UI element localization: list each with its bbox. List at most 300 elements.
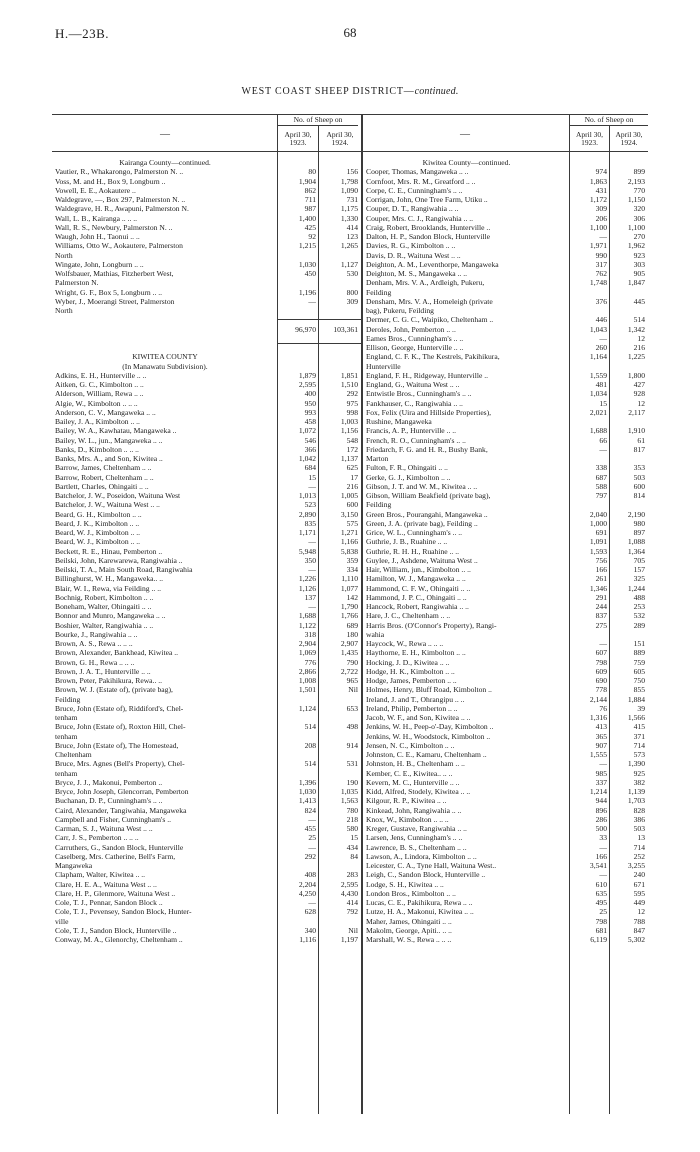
sheep-1924: 5,302: [627, 935, 645, 944]
sheep-1923: 1,559: [589, 370, 607, 380]
table-row: [366, 778, 648, 787]
owner-name: Leigh, C., Sandon Block, Hunterville ..: [366, 870, 486, 880]
sheep-1923: 1,042: [298, 454, 316, 463]
sheep-1923: 318: [304, 629, 316, 639]
owner-name: Clapham, Walter, Kiwitea .. ..: [55, 870, 146, 880]
section-heading-text: Kairanga County—continued.: [119, 158, 211, 167]
table-row: [366, 537, 648, 546]
table-row: [55, 574, 361, 583]
sheep-1924: 4,430: [340, 888, 358, 898]
sheep-1924: 1,364: [627, 546, 645, 556]
sheep-1923: 1,072: [298, 426, 316, 436]
table-row: [366, 278, 648, 287]
sheep-1923: 1,172: [589, 195, 607, 204]
page-title: [0, 86, 700, 97]
sheep-1924: 2,193: [627, 176, 645, 186]
sheep-1923: —: [599, 759, 607, 769]
sheep-1924: 928: [633, 389, 645, 399]
sheep-1923: —: [308, 296, 316, 306]
sheep-1923: 25: [308, 833, 316, 843]
sheep-1923: 2,866: [298, 666, 316, 676]
owner-name: Kilgour, R. P., Kiwitea .. ..: [366, 796, 447, 806]
table-row: [366, 500, 648, 509]
table-row: [366, 695, 648, 704]
sheep-1924: 306: [633, 213, 645, 223]
sheep-1923: —: [308, 814, 316, 824]
sheep-1924: 292: [346, 389, 358, 399]
table-row: [366, 371, 648, 380]
sheep-1923: 609: [595, 666, 607, 676]
owner-name: Barrow, James, Cheltenham .. ..: [55, 463, 152, 473]
sheep-1924: 1,703: [627, 796, 645, 806]
sheep-1924: 2,722: [340, 666, 358, 676]
sheep-1923: 944: [595, 796, 607, 806]
table-row: [55, 602, 361, 611]
table-row: [55, 584, 361, 593]
table-row: [366, 556, 648, 565]
sheep-1924: 1,766: [340, 611, 358, 621]
table-row: [55, 232, 361, 241]
table-row: [55, 732, 361, 741]
owner-name: Campbell and Fisher, Cunningham's ..: [55, 814, 172, 824]
sheep-1924: 289: [633, 620, 645, 630]
table-row: [366, 334, 648, 343]
page-number: 68: [343, 25, 357, 40]
sheep-1923: 1,400: [298, 213, 316, 223]
owner-name: Makolm, George, Apiti.. .. ..: [366, 925, 452, 935]
owner-name: Buchanan, D. P., Cunningham's .. ..: [55, 796, 163, 806]
sheep-1924: 488: [633, 592, 645, 602]
owner-name: Bruce, John (Estate of), Riddiford's, Chel-: [55, 703, 184, 713]
sheep-1924: 828: [633, 805, 645, 815]
sheep-1924: 2,595: [340, 879, 358, 889]
sheep-1924: 975: [346, 398, 358, 408]
sheep-1924: 449: [633, 898, 645, 907]
owner-name: Brown, G. H., Rewa .. .. ..: [55, 657, 135, 667]
owner-name: Algie, W., Kimbolton .. .. ..: [55, 398, 138, 408]
table-row: [55, 704, 361, 713]
owner-name: Cole, T. J., Pevensey, Sandon Block, Hunter-: [55, 907, 192, 917]
sheep-1923: 15: [599, 398, 607, 408]
right-table-body: [366, 158, 648, 944]
owner-name: Feilding: [55, 694, 81, 704]
sheep-1923: —: [599, 444, 607, 454]
table-row: [55, 565, 361, 574]
owner-name: London Bros., Kimbolton .. ..: [366, 888, 456, 898]
sheep-1923: 261: [595, 574, 607, 584]
sheep-1924: 12: [637, 333, 645, 343]
owner-name: Bruce, John (Estate of), Roxton Hill, Chel-: [55, 722, 186, 732]
sheep-1924: 788: [633, 916, 645, 926]
sheep-1924: 532: [633, 611, 645, 621]
owner-name: tenham: [55, 768, 78, 778]
owner-name: Friedarch, F. G. and H. R., Bushy Bank,: [366, 444, 488, 454]
sheep-1923: 1,008: [298, 676, 316, 685]
sheep-1924: 1,800: [627, 370, 645, 380]
sheep-1924: 514: [633, 315, 645, 325]
owner-name: Kidd, Alfred, Stodely, Kiwitea .. ..: [366, 787, 471, 796]
owner-name: Carruthers, G., Sandon Block, Hunterville: [55, 842, 184, 852]
sheep-1924: 303: [633, 259, 645, 269]
sheep-1923: 208: [304, 740, 316, 750]
section-heading-text: KIWITEA COUNTY: [132, 352, 198, 362]
sheep-1924: 172: [346, 444, 358, 454]
sheep-1924: 1,847: [627, 278, 645, 288]
spacer-row: [55, 343, 361, 352]
owner-name: Billinghurst, W. H., Mangaweka.. ..: [55, 574, 163, 584]
owner-name: Wall, R. S., Newbury, Palmerston N. ..: [55, 222, 173, 232]
sheep-1923: 1,688: [298, 611, 316, 621]
table-row: [366, 399, 648, 408]
table-row: [55, 889, 361, 898]
owner-name: Banks, D., Kimbolton .. .. ..: [55, 444, 139, 454]
sheep-1923: —: [308, 842, 316, 852]
sheep-1923: 798: [595, 916, 607, 926]
sheep-1924: 2,117: [628, 407, 645, 417]
table-row: [55, 806, 361, 815]
sheep-1923: 907: [595, 740, 607, 750]
owner-name: Jenkins, W. H., Peep-o'-Day, Kimbolton ..: [366, 722, 494, 732]
owner-name: Corrigan, John, One Tree Farm, Utiku ..: [366, 195, 488, 204]
sheep-1924: 386: [633, 814, 645, 824]
sheep-1924: 1,330: [340, 213, 358, 223]
sheep-1924: 605: [633, 666, 645, 676]
table-row: [55, 445, 361, 454]
owner-name: Hodge, H. K., Kimbolton .. ..: [366, 666, 455, 676]
sheep-1923: 431: [595, 185, 607, 195]
owner-name: Entwistle Bros., Cunningham's .. ..: [366, 389, 472, 399]
sheep-1923: 1,171: [298, 528, 316, 537]
sheep-1924: 1,005: [340, 491, 358, 500]
sheep-1924: 1,127: [340, 259, 358, 269]
sheep-1923: 974: [595, 167, 607, 177]
table-row: [366, 806, 648, 815]
sheep-1923: 776: [304, 657, 316, 667]
sheep-1923: 1,069: [298, 648, 316, 658]
sheep-1923: 2,040: [589, 509, 607, 519]
owner-name: Grice, W. L., Cunningham's .. ..: [366, 528, 463, 537]
sheep-1923: 286: [595, 814, 607, 824]
sheep-1924: 653: [346, 703, 358, 713]
owner-name: Bourke, J., Rangiwahia .. ..: [55, 629, 138, 639]
table-row: [55, 380, 361, 389]
owner-name: Bailey, W. L., jun., Mangaweka .. ..: [55, 435, 163, 445]
table-row: [366, 260, 648, 269]
table-row: [366, 667, 648, 676]
owner-name: Couper, Mrs. C. J., Rangiwahia .. ..: [366, 213, 474, 223]
table-row: [55, 389, 361, 398]
table-row: [366, 917, 648, 926]
sheep-1924: 309: [346, 296, 358, 306]
owner-name: Boshier, Walter, Rangiwahia .. ..: [55, 620, 154, 630]
sheep-1924: 1,435: [340, 648, 358, 658]
sheep-1924: 334: [346, 565, 358, 574]
table-row: [55, 722, 361, 731]
sheep-1924: 142: [346, 592, 358, 602]
sheep-1924: 889: [633, 648, 645, 658]
sheep-1924: 800: [346, 287, 358, 297]
owner-name: Barrow, Robert, Cheltenham .. ..: [55, 472, 154, 482]
owner-name: Ireland, J. and T., Ohrangipu .. ..: [366, 694, 465, 704]
owner-name: Maher, James, Ohingaiti .. ..: [366, 916, 452, 926]
sheep-1923: 2,144: [589, 694, 607, 704]
sheep-1924: 371: [633, 731, 645, 741]
sheep-1924: 530: [346, 269, 358, 278]
sheep-1924: 1,342: [627, 324, 645, 334]
table-row: [55, 926, 361, 935]
sheep-1924: 325: [633, 574, 645, 584]
owner-name: Kreger, Gustave, Rangiwahia .. ..: [366, 824, 467, 833]
table-row: [366, 232, 648, 241]
sheep-1923: 206: [595, 213, 607, 223]
sheep-1923: 1,196: [298, 287, 316, 297]
sheep-1923: 66: [599, 435, 607, 445]
owner-name: Cole, T. J., Sandon Block, Hunterville ..: [55, 925, 177, 935]
table-row: [55, 547, 361, 556]
table-row: [55, 426, 361, 435]
owner-name: Wyber, J., Moerangi Street, Palmerston: [55, 296, 175, 306]
sheep-1923: 607: [595, 648, 607, 658]
table-row: [55, 880, 361, 889]
table-row: [55, 556, 361, 565]
table-row: [366, 750, 648, 759]
sheep-1923: 628: [304, 907, 316, 917]
table-row: [55, 843, 361, 852]
table-row: [55, 713, 361, 722]
sheep-1923: 778: [595, 685, 607, 695]
table-row: [366, 621, 648, 630]
sheep-1923: 166: [595, 851, 607, 861]
owner-name: Lawson, A., Lindora, Kimbolton .. ..: [366, 851, 477, 861]
sheep-1923: 1,122: [298, 620, 316, 630]
sheep-1924: 1,510: [340, 380, 358, 389]
table-row: [55, 269, 361, 278]
sheep-1924: 415: [633, 722, 645, 732]
sheep-1924: 1,035: [340, 787, 358, 796]
sheep-1924: 320: [633, 204, 645, 214]
table-row: [55, 870, 361, 879]
sheep-1923: 523: [304, 500, 316, 510]
sheep-1923: 309: [595, 204, 607, 214]
section-heading: [55, 158, 361, 167]
sheep-1923: 1,124: [298, 703, 316, 713]
sheep-1924: 12: [637, 398, 645, 408]
owner-name: Batchelor, J. W., Waituna West .. ..: [55, 500, 160, 510]
sheep-1924: 157: [633, 565, 645, 574]
sheep-1923: 514: [304, 759, 316, 769]
sheep-1924: 914: [346, 740, 358, 750]
sheep-1924: 123: [346, 232, 358, 241]
owner-name: Aitken, G. C., Kimbolton .. ..: [55, 380, 144, 389]
sheep-1924: 714: [633, 740, 645, 750]
owner-name: England, F. H., Ridgeway, Hunterville ..: [366, 370, 489, 380]
table-row: [55, 454, 361, 463]
section-heading-text: Kiwitea County—continued.: [422, 158, 511, 167]
sheep-1923: 400: [304, 389, 316, 399]
report-code: H.—23B.: [55, 26, 110, 41]
table-row: [55, 510, 361, 519]
owner-name: ville: [55, 916, 69, 926]
sheep-1924: 1,962: [627, 241, 645, 251]
sheep-1923: 681: [595, 925, 607, 935]
sheep-1923: —: [308, 565, 316, 574]
table-row: [55, 769, 361, 778]
sheep-1924: 897: [633, 528, 645, 537]
sheep-1924: 1,197: [340, 935, 358, 944]
owner-name: Bryce, J. J., Makonui, Pemberton ..: [55, 777, 163, 787]
sheep-1923: 896: [595, 805, 607, 815]
sheep-1923: 33: [599, 833, 607, 843]
sheep-1923: 458: [304, 417, 316, 426]
sheep-1923: 1,214: [589, 787, 607, 796]
table-row: [366, 898, 648, 907]
sheep-1924: 759: [633, 657, 645, 667]
sheep-1924: 445: [633, 296, 645, 306]
owner-name: Denham, Mrs. V. A., Ardleigh, Pukeru,: [366, 278, 485, 288]
owner-name: Deighton, A. M., Leventhorpe, Mangaweka: [366, 259, 499, 269]
table-row: [366, 611, 648, 620]
table-row: [55, 833, 361, 842]
owner-name: Boneham, Walter, Ohingaiti .. ..: [55, 602, 152, 611]
owner-name: Knox, W., Kimbolton .. .. ..: [366, 814, 449, 824]
owner-name: Brown, W. J. (Estate of), (private bag),: [55, 685, 173, 695]
table-row: [55, 778, 361, 787]
owner-name: Kevern, M. C., Hunterville .. ..: [366, 777, 460, 787]
table-row: [55, 519, 361, 528]
sheep-1923: 588: [595, 481, 607, 491]
owner-name: Bailey, W. A., Kawhatau, Mangaweka ..: [55, 426, 177, 436]
sheep-1923: 1,100: [589, 222, 607, 232]
sheep-1923: 711: [304, 195, 316, 204]
sheep-1924: 39: [637, 703, 645, 713]
table-row: [55, 223, 361, 232]
sheep-1924: 15: [350, 833, 358, 843]
sheep-1923: 4,250: [298, 888, 316, 898]
sheep-1923: 350: [304, 555, 316, 565]
table-row: [55, 186, 361, 195]
owner-name: Gibson, J. T. and W. M., Kiwitea .. ..: [366, 481, 478, 491]
table-row: [366, 473, 648, 482]
sheep-1923: 1,215: [298, 241, 316, 251]
sheep-1923: 292: [304, 851, 316, 861]
sheep-1924: 1,139: [627, 787, 645, 796]
sheep-1924: 283: [346, 870, 358, 880]
sheep-1924: 2,907: [340, 639, 358, 648]
owner-name: Dalton, H. P., Sandon Block, Hunterville: [366, 232, 491, 241]
owner-name: Davies, R. G., Kimbolton .. ..: [366, 241, 456, 251]
sheep-1923: 1,501: [298, 685, 316, 695]
sheep-1923: 260: [595, 343, 607, 352]
sheep-1924: 1,563: [340, 796, 358, 806]
owner-name: Waldegrave, H. R., Awapuni, Palmerston N.: [55, 204, 189, 214]
owner-name: Mangaweka: [55, 861, 93, 870]
table-row: [55, 297, 361, 306]
sheep-1924: 252: [633, 851, 645, 861]
table-row: [366, 889, 648, 898]
owner-name: Brown, Alexander, Bankhead, Kiwitea ..: [55, 648, 179, 658]
owner-name: Bruce, Mrs. Agnes (Bell's Property), Chel-: [55, 759, 185, 769]
owner-name: Hancock, Robert, Rangiwahia .. ..: [366, 602, 469, 611]
table-row: [366, 880, 648, 889]
sheep-1923: —: [308, 602, 316, 611]
owner-name: Beard, J. K., Kimbolton .. ..: [55, 518, 140, 528]
table-row: [366, 417, 648, 426]
table-row: [55, 741, 361, 750]
sheep-1923: 340: [304, 925, 316, 935]
table-row: [366, 907, 648, 916]
sheep-1923: —: [599, 232, 607, 241]
owner-name: Lutze, H. A., Makonui, Kiwitea .. ..: [366, 907, 474, 917]
owner-name: Green, J. A. (private bag), Feilding ..: [366, 518, 478, 528]
right-col1-header-line1: April 30,: [575, 130, 604, 139]
owner-name: Densham, Mrs. V. A., Homeleigh (private: [366, 296, 493, 306]
owner-name: Bryce, John Joseph, Glencorran, Pemberton: [55, 787, 189, 796]
right-group-header: No. of Sheep on: [584, 115, 634, 124]
sheep-1923: 1,034: [589, 389, 607, 399]
owner-name: Larsen, Jens, Cunningham's .. ..: [366, 833, 463, 843]
sheep-1924: 151: [633, 639, 645, 648]
sheep-1923: 862: [304, 185, 316, 195]
owner-name: Harris Bros. (O'Connor's Property), Rangi-: [366, 620, 497, 630]
sheep-1924: 1,851: [340, 370, 358, 380]
owner-name: Banks, Mrs. A., and Son, Kiwitea ..: [55, 454, 163, 463]
table-row: [366, 824, 648, 833]
sheep-1923: 690: [595, 676, 607, 685]
table-row: [55, 639, 361, 648]
table-row: [55, 463, 361, 472]
table-row: [366, 658, 648, 667]
owner-name: Beard, G. H., Kimbolton .. ..: [55, 509, 142, 519]
owner-name: Beckett, R. E., Hinau, Pemberton ..: [55, 546, 163, 556]
left-col2-header-line1: April 30,: [326, 130, 354, 139]
table-row: [366, 704, 648, 713]
owner-name: Batchelor, J. W., Poseidon, Waituna West: [55, 491, 181, 500]
table-row: [55, 685, 361, 694]
sheep-1923: 687: [595, 472, 607, 482]
sheep-1924: 353: [633, 463, 645, 473]
owner-name: Brown, Peter, Pakihikura, Rewa.. ..: [55, 676, 163, 685]
owner-name: Haycock, W., Rewa .. .. ..: [366, 639, 444, 648]
right-col1-header-line2: 1923.: [581, 138, 598, 148]
table-row: [366, 759, 648, 768]
table-row: [55, 260, 361, 269]
table-row: [366, 177, 648, 186]
sheep-1924: 1,110: [341, 574, 358, 584]
sheep-1923: 610: [595, 879, 607, 889]
table-row: [55, 399, 361, 408]
owner-name: England, C. F. K., The Kestrels, Pakihikura,: [366, 352, 500, 362]
sheep-1924: 600: [346, 500, 358, 510]
left-group-header: No. of Sheep on: [293, 115, 343, 124]
table-row: [366, 630, 648, 639]
owner-name: Couper, D. T., Rangiwahia .. ..: [366, 204, 459, 214]
sheep-1924: 1,798: [340, 176, 358, 186]
sheep-1924: 689: [346, 620, 358, 630]
owner-name: Caird, Alexander, Tangiwahia, Mangaweka: [55, 805, 187, 815]
table-row: [366, 639, 648, 648]
owner-name: Leicester, C. A., Tyne Hall, Waituna West..: [366, 861, 497, 870]
table-row: [366, 204, 648, 213]
sheep-1923: 317: [595, 259, 607, 269]
table-row: [366, 528, 648, 537]
sheep-1923: 635: [595, 888, 607, 898]
owner-name: Feilding: [366, 500, 392, 510]
sheep-1924: 731: [346, 195, 358, 204]
owner-name: Blair, W. I., Rewa, via Feilding .. ..: [55, 583, 161, 593]
table-row: [366, 519, 648, 528]
sheep-1923: 993: [304, 407, 316, 417]
sheep-1924: 980: [633, 518, 645, 528]
